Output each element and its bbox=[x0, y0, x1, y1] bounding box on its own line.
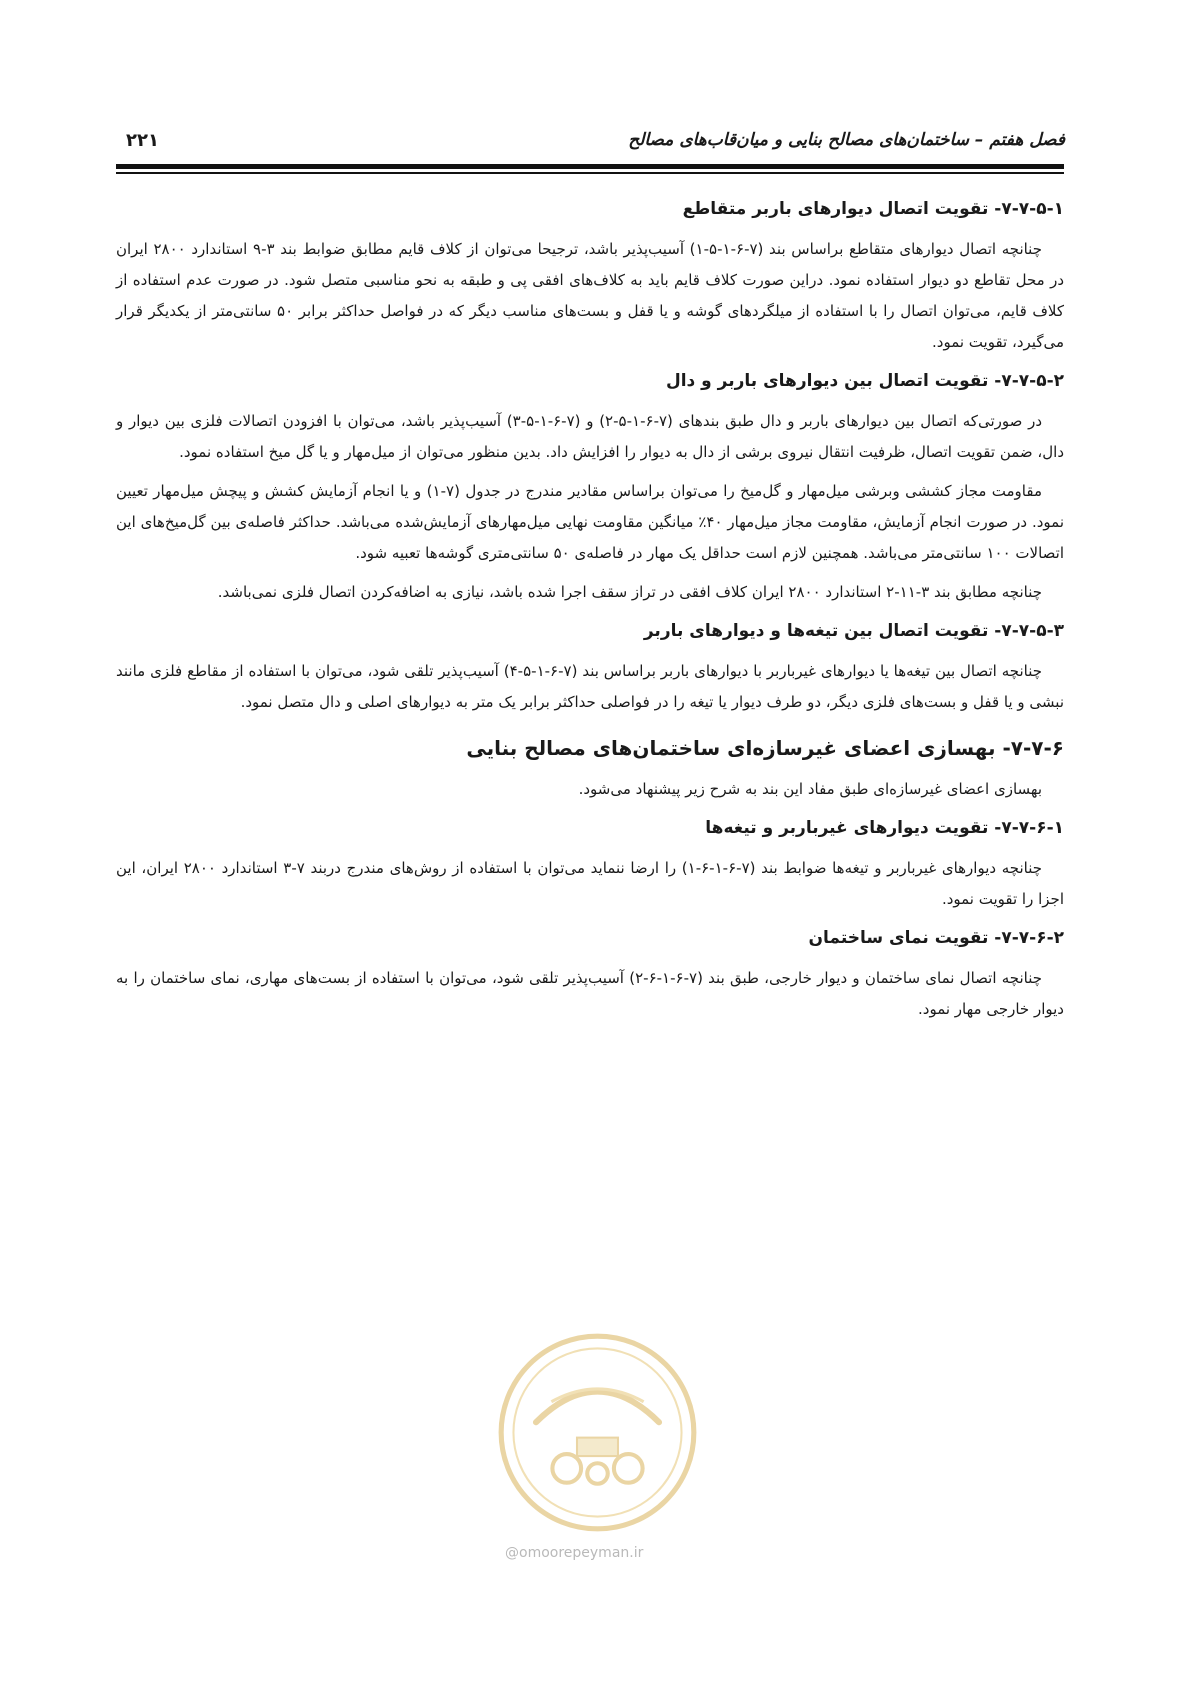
section-3 bbox=[116, 616, 1064, 718]
watermark-stamp-icon bbox=[495, 1330, 700, 1535]
section-heading: ۷-۷-۶-۱- تقویت دیوارهای غیرباربر و تیغه‌ها bbox=[705, 818, 1064, 838]
paragraph: چنانچه مطابق بند ۳-۱۱-۲ استاندارد ۲۸۰۰ ایران کلاف افقی در تراز سقف اجرا شده باشد، نیازی به اضافه‌کردن اتصال فلزی نمی‌باشد. bbox=[217, 583, 1042, 601]
section-6 bbox=[116, 923, 1064, 1025]
running-title: فصل هفتم – ساختمان‌های مصالح بنایی و میان‌قاب‌های مصالح bbox=[628, 130, 1065, 150]
header-rule-thick bbox=[116, 164, 1064, 169]
section-heading-major: ۷-۷-۶- بهسازی اعضای غیرسازه‌ای ساختمان‌های مصالح بنایی bbox=[466, 736, 1064, 760]
paragraph: چنانچه اتصال بین تیغه‌ها یا دیوارهای غیرباربر با دیوارهای باربر براساس بند (۷-۶-۱-۵-۴) آسیب‌پذیر تلقی شود، می‌توان با استفاده از مقاطع فلزی مانند نبشی و یا قفل و بست‌های فلزی دیگر، دو طرف دیوار یا تیغه را در فواصلی حداکثر برابر یک متر به دیوارهای اصلی و دال متصل نمود. bbox=[116, 662, 1064, 711]
paragraph: چنانچه اتصال نمای ساختمان و دیوار خارجی، طبق بند (۷-۶-۱-۶-۲) آسیب‌پذیر تلقی شود، می‌توان با استفاده از بست‌های مهاری، نمای ساختمان را به دیوار خارجی مهار نمود. bbox=[116, 969, 1064, 1018]
section-heading: ۷-۷-۵-۳- تقویت اتصال بین تیغه‌ها و دیوارهای باربر bbox=[643, 621, 1064, 641]
paragraph: بهسازی اعضای غیرسازه‌ای طبق مفاد این بند به شرح زیر پیشنهاد می‌شود. bbox=[578, 780, 1042, 798]
header-rule-thin bbox=[116, 172, 1064, 174]
section-5 bbox=[116, 813, 1064, 915]
section-heading: ۷-۷-۶-۲- تقویت نمای ساختمان bbox=[808, 928, 1064, 948]
paragraph: چنانچه اتصال دیوارهای متقاطع براساس بند (۷-۶-۱-۵-۱) آسیب‌پذیر باشد، ترجیحا می‌توان از کلاف قایم مطابق ضوابط بند ۳-۹ استاندارد ۲۸۰۰ ایران در محل تقاطع دو دیوار استفاده نمود. دراین صورت کلاف قایم باید به کلاف‌های افقی پی و طبقه به نحو مناسبی متصل شود. در صورت عدم استفاده از کلاف قایم، می‌توان اتصال را با استفاده از میلگردهای گوشه و یا قفل و بست‌های مناسب دیگر که در فواصل حداکثر برابر ۵۰ سانتی‌متر از یکدیگر قرار می‌گیرد، تقویت نمود. bbox=[116, 240, 1065, 351]
page-content bbox=[116, 188, 1064, 1033]
section-2 bbox=[116, 366, 1064, 608]
paragraph: در صورتی‌که اتصال بین دیوارهای باربر و دال طبق بندهای (۷-۶-۱-۵-۲) و (۷-۶-۱-۵-۳) آسیب‌پذیر باشد، می‌توان با افزودن اتصالات فلزی بین دیوار و دال، ضمن تقویت اتصال، ظرفیت انتقال نیروی برشی از دال به دیوار را افزایش داد. بدین منظور می‌توان از میل‌مهار و یا گل میخ استفاده نمود. bbox=[116, 412, 1064, 461]
paragraph: چنانچه دیوارهای غیرباربر و تیغه‌ها ضوابط بند (۷-۶-۱-۶-۱) را ارضا ننماید می‌توان با استفاده از روش‌های مندرج دربند ۷-۳ استاندارد ۲۸۰۰ ایران، این اجزا را تقویت نمود. bbox=[116, 859, 1064, 908]
section-heading: ۷-۷-۵-۱- تقویت اتصال دیوارهای باربر متقاطع bbox=[682, 199, 1064, 219]
section-1 bbox=[116, 194, 1064, 358]
section-heading: ۷-۷-۵-۲- تقویت اتصال بین دیوارهای باربر و دال bbox=[665, 371, 1064, 391]
watermark-url: @omoorepeyman.ir bbox=[505, 1545, 644, 1561]
section-4 bbox=[116, 732, 1064, 805]
page-number: ۲۲۱ bbox=[126, 130, 159, 151]
paragraph: مقاومت مجاز کششی وبرشی میل‌مهار و گل‌میخ را می‌توان براساس مقادیر مندرج در جدول (۷-۱) و یا انجام آزمایش کشش و پیچش میل‌مهار تعیین نمود. در صورت انجام آزمایش، مقاومت مجاز میل‌مهار ۴۰٪ میانگین مقاومت نهایی میل‌مهارهای آزمایش‌شده می‌باشد. حداکثر فاصله‌ی بین گل‌میخ‌های این اتصالات ۱۰۰ سانتی‌متر می‌باشد. همچنین لازم است حداقل یک مهار در فاصله‌ی ۵۰ سانتی‌متری گوشه‌ها تعبیه شود. bbox=[116, 482, 1064, 562]
